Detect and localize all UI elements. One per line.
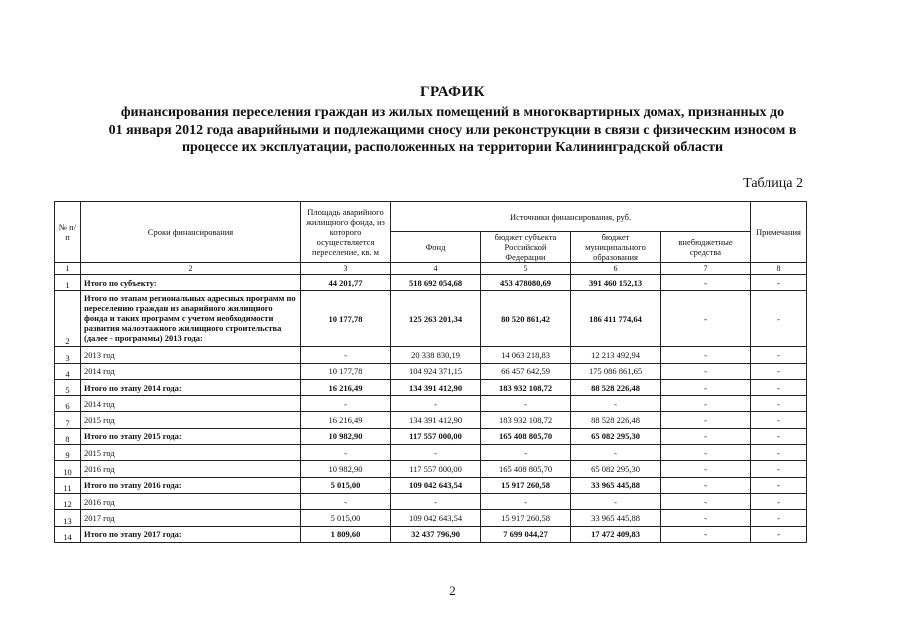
cell-num: 14 [55,526,81,542]
header-regional: бюджет субъекта Российской Федерации [481,232,571,263]
header-offbudget: внебюджетные средства [661,232,751,263]
cell-offbudget: - [661,347,751,363]
cell-name: Итого по субъекту: [81,275,301,291]
cell-regional: 15 917 260,58 [481,477,571,493]
cell-num: 7 [55,412,81,428]
table-row [55,363,807,379]
cell-area: 44 201,77 [301,275,391,291]
cell-name: Итого по этапам региональных адресных программ по переселению граждан из аварийного жилищного фонда и таких программ с учетом необходимости развития малоэтажного жилищного строительства (далее - программы) 2013 года: [81,291,301,347]
cell-notes: - [751,291,807,347]
cell-offbudget: - [661,275,751,291]
cell-area: - [301,347,391,363]
cell-name: 2014 год [81,396,301,412]
cell-regional: 165 408 805,70 [481,428,571,444]
column-number: 1 [55,263,81,275]
header-fund: Фонд [391,232,481,263]
cell-fund: 32 437 796,90 [391,526,481,542]
subtitle-line: 01 января 2012 года аварийными и подлежащими сносу или реконструкции в связи с физическим износом в [108,122,797,138]
cell-area: 1 809,60 [301,526,391,542]
cell-area: 5 015,00 [301,510,391,526]
column-number: 4 [391,263,481,275]
cell-offbudget: - [661,363,751,379]
cell-area: 16 216,49 [301,412,391,428]
subtitle-line: финансирования переселения граждан из жилых помещений в многоквартирных домах, признанных до [120,105,785,120]
cell-name: 2017 год [81,510,301,526]
financing-table [54,201,807,543]
cell-offbudget: - [661,445,751,461]
subtitle-line: процессе их эксплуатации, расположенных на территории Калининградской области [181,140,724,155]
table-row [55,291,807,347]
cell-notes: - [751,493,807,509]
cell-name: Итого по этапу 2017 года: [81,526,301,542]
cell-notes: - [751,428,807,444]
cell-name: Итого по этапу 2015 года: [81,428,301,444]
title-block [70,84,835,157]
cell-offbudget: - [661,526,751,542]
table-row [55,347,807,363]
cell-area: 10 177,78 [301,291,391,347]
cell-municipal: 65 082 295,30 [571,461,661,477]
header-period: Сроки финансирования [81,202,301,263]
cell-num: 8 [55,428,81,444]
table-label: Таблица 2 [743,176,803,191]
table-row [55,412,807,428]
cell-regional: 183 932 108,72 [481,379,571,395]
table-row [55,445,807,461]
cell-num: 5 [55,379,81,395]
cell-notes: - [751,445,807,461]
document-subtitle [70,104,835,157]
cell-area: - [301,396,391,412]
cell-name: 2014 год [81,363,301,379]
cell-offbudget: - [661,412,751,428]
header-municipal: бюджет муниципального образования [571,232,661,263]
table-row [55,510,807,526]
cell-num: 10 [55,461,81,477]
header-notes: Примечания [751,202,807,263]
column-number: 2 [81,263,301,275]
cell-fund: 117 557 000,00 [391,428,481,444]
cell-regional: - [481,493,571,509]
cell-offbudget: - [661,396,751,412]
cell-name: 2016 год [81,493,301,509]
table-row [55,428,807,444]
cell-offbudget: - [661,461,751,477]
column-number: 6 [571,263,661,275]
table-row [55,477,807,493]
cell-notes: - [751,347,807,363]
cell-num: 3 [55,347,81,363]
cell-municipal: - [571,493,661,509]
cell-municipal: - [571,396,661,412]
cell-municipal: 186 411 774,64 [571,291,661,347]
cell-fund: 20 338 830,19 [391,347,481,363]
cell-offbudget: - [661,493,751,509]
cell-municipal: 17 472 409,83 [571,526,661,542]
cell-fund: - [391,396,481,412]
cell-regional: 453 478080,69 [481,275,571,291]
table-row [55,526,807,542]
cell-regional: 7 699 044,27 [481,526,571,542]
cell-municipal: 175 086 861,65 [571,363,661,379]
cell-name: 2015 год [81,445,301,461]
cell-offbudget: - [661,379,751,395]
header-area: Площадь аварийного жилищного фонда, из которого осуществляется переселение, кв. м [301,202,391,263]
cell-fund: 104 924 371,15 [391,363,481,379]
cell-municipal: 33 965 445,88 [571,477,661,493]
cell-area: - [301,493,391,509]
column-numbers-row [55,263,807,275]
cell-offbudget: - [661,291,751,347]
table-row [55,493,807,509]
cell-num: 4 [55,363,81,379]
cell-municipal: - [571,445,661,461]
cell-name: 2015 год [81,412,301,428]
cell-notes: - [751,396,807,412]
cell-regional: - [481,445,571,461]
cell-notes: - [751,461,807,477]
cell-municipal: 391 460 152,13 [571,275,661,291]
cell-offbudget: - [661,477,751,493]
cell-regional: 183 932 108,72 [481,412,571,428]
cell-notes: - [751,510,807,526]
cell-area: 10 177,78 [301,363,391,379]
cell-notes: - [751,477,807,493]
cell-fund: 134 391 412,90 [391,379,481,395]
cell-num: 9 [55,445,81,461]
cell-notes: - [751,379,807,395]
cell-name: 2016 год [81,461,301,477]
cell-fund: 109 042 643,54 [391,510,481,526]
cell-area: 10 982,90 [301,461,391,477]
cell-regional: - [481,396,571,412]
cell-fund: 134 391 412,90 [391,412,481,428]
cell-regional: 14 063 218,83 [481,347,571,363]
cell-municipal: 12 213 492,94 [571,347,661,363]
column-number: 5 [481,263,571,275]
cell-area: - [301,445,391,461]
cell-num: 1 [55,275,81,291]
cell-notes: - [751,526,807,542]
cell-offbudget: - [661,428,751,444]
cell-fund: - [391,493,481,509]
column-number: 3 [301,263,391,275]
column-number: 7 [661,263,751,275]
cell-name: 2013 год [81,347,301,363]
cell-num: 11 [55,477,81,493]
table-row [55,379,807,395]
cell-regional: 66 457 642,59 [481,363,571,379]
cell-fund: 109 042 643,54 [391,477,481,493]
cell-offbudget: - [661,510,751,526]
table-row [55,461,807,477]
cell-fund: 518 692 054,68 [391,275,481,291]
cell-fund: - [391,445,481,461]
cell-notes: - [751,412,807,428]
cell-num: 12 [55,493,81,509]
cell-municipal: 33 965 445,88 [571,510,661,526]
cell-area: 16 216,49 [301,379,391,395]
table-row [55,396,807,412]
cell-municipal: 88 528 226,48 [571,412,661,428]
cell-num: 13 [55,510,81,526]
cell-regional: 15 917 260,58 [481,510,571,526]
cell-notes: - [751,275,807,291]
header-sources: Источники финансирования, руб. [391,202,751,232]
cell-notes: - [751,363,807,379]
cell-num: 6 [55,396,81,412]
cell-fund: 117 557 000,00 [391,461,481,477]
cell-area: 5 015,00 [301,477,391,493]
table-row [55,275,807,291]
page-number: 2 [449,583,456,598]
cell-municipal: 65 082 295,30 [571,428,661,444]
cell-num: 2 [55,291,81,347]
header-num: № п/п [55,202,81,263]
cell-regional: 165 408 805,70 [481,461,571,477]
cell-area: 10 982,90 [301,428,391,444]
column-number: 8 [751,263,807,275]
cell-fund: 125 263 201,34 [391,291,481,347]
document-title: ГРАФИК [419,84,486,100]
cell-regional: 80 520 861,42 [481,291,571,347]
cell-name: Итого по этапу 2014 года: [81,379,301,395]
cell-municipal: 88 528 226,48 [571,379,661,395]
cell-name: Итого по этапу 2016 года: [81,477,301,493]
